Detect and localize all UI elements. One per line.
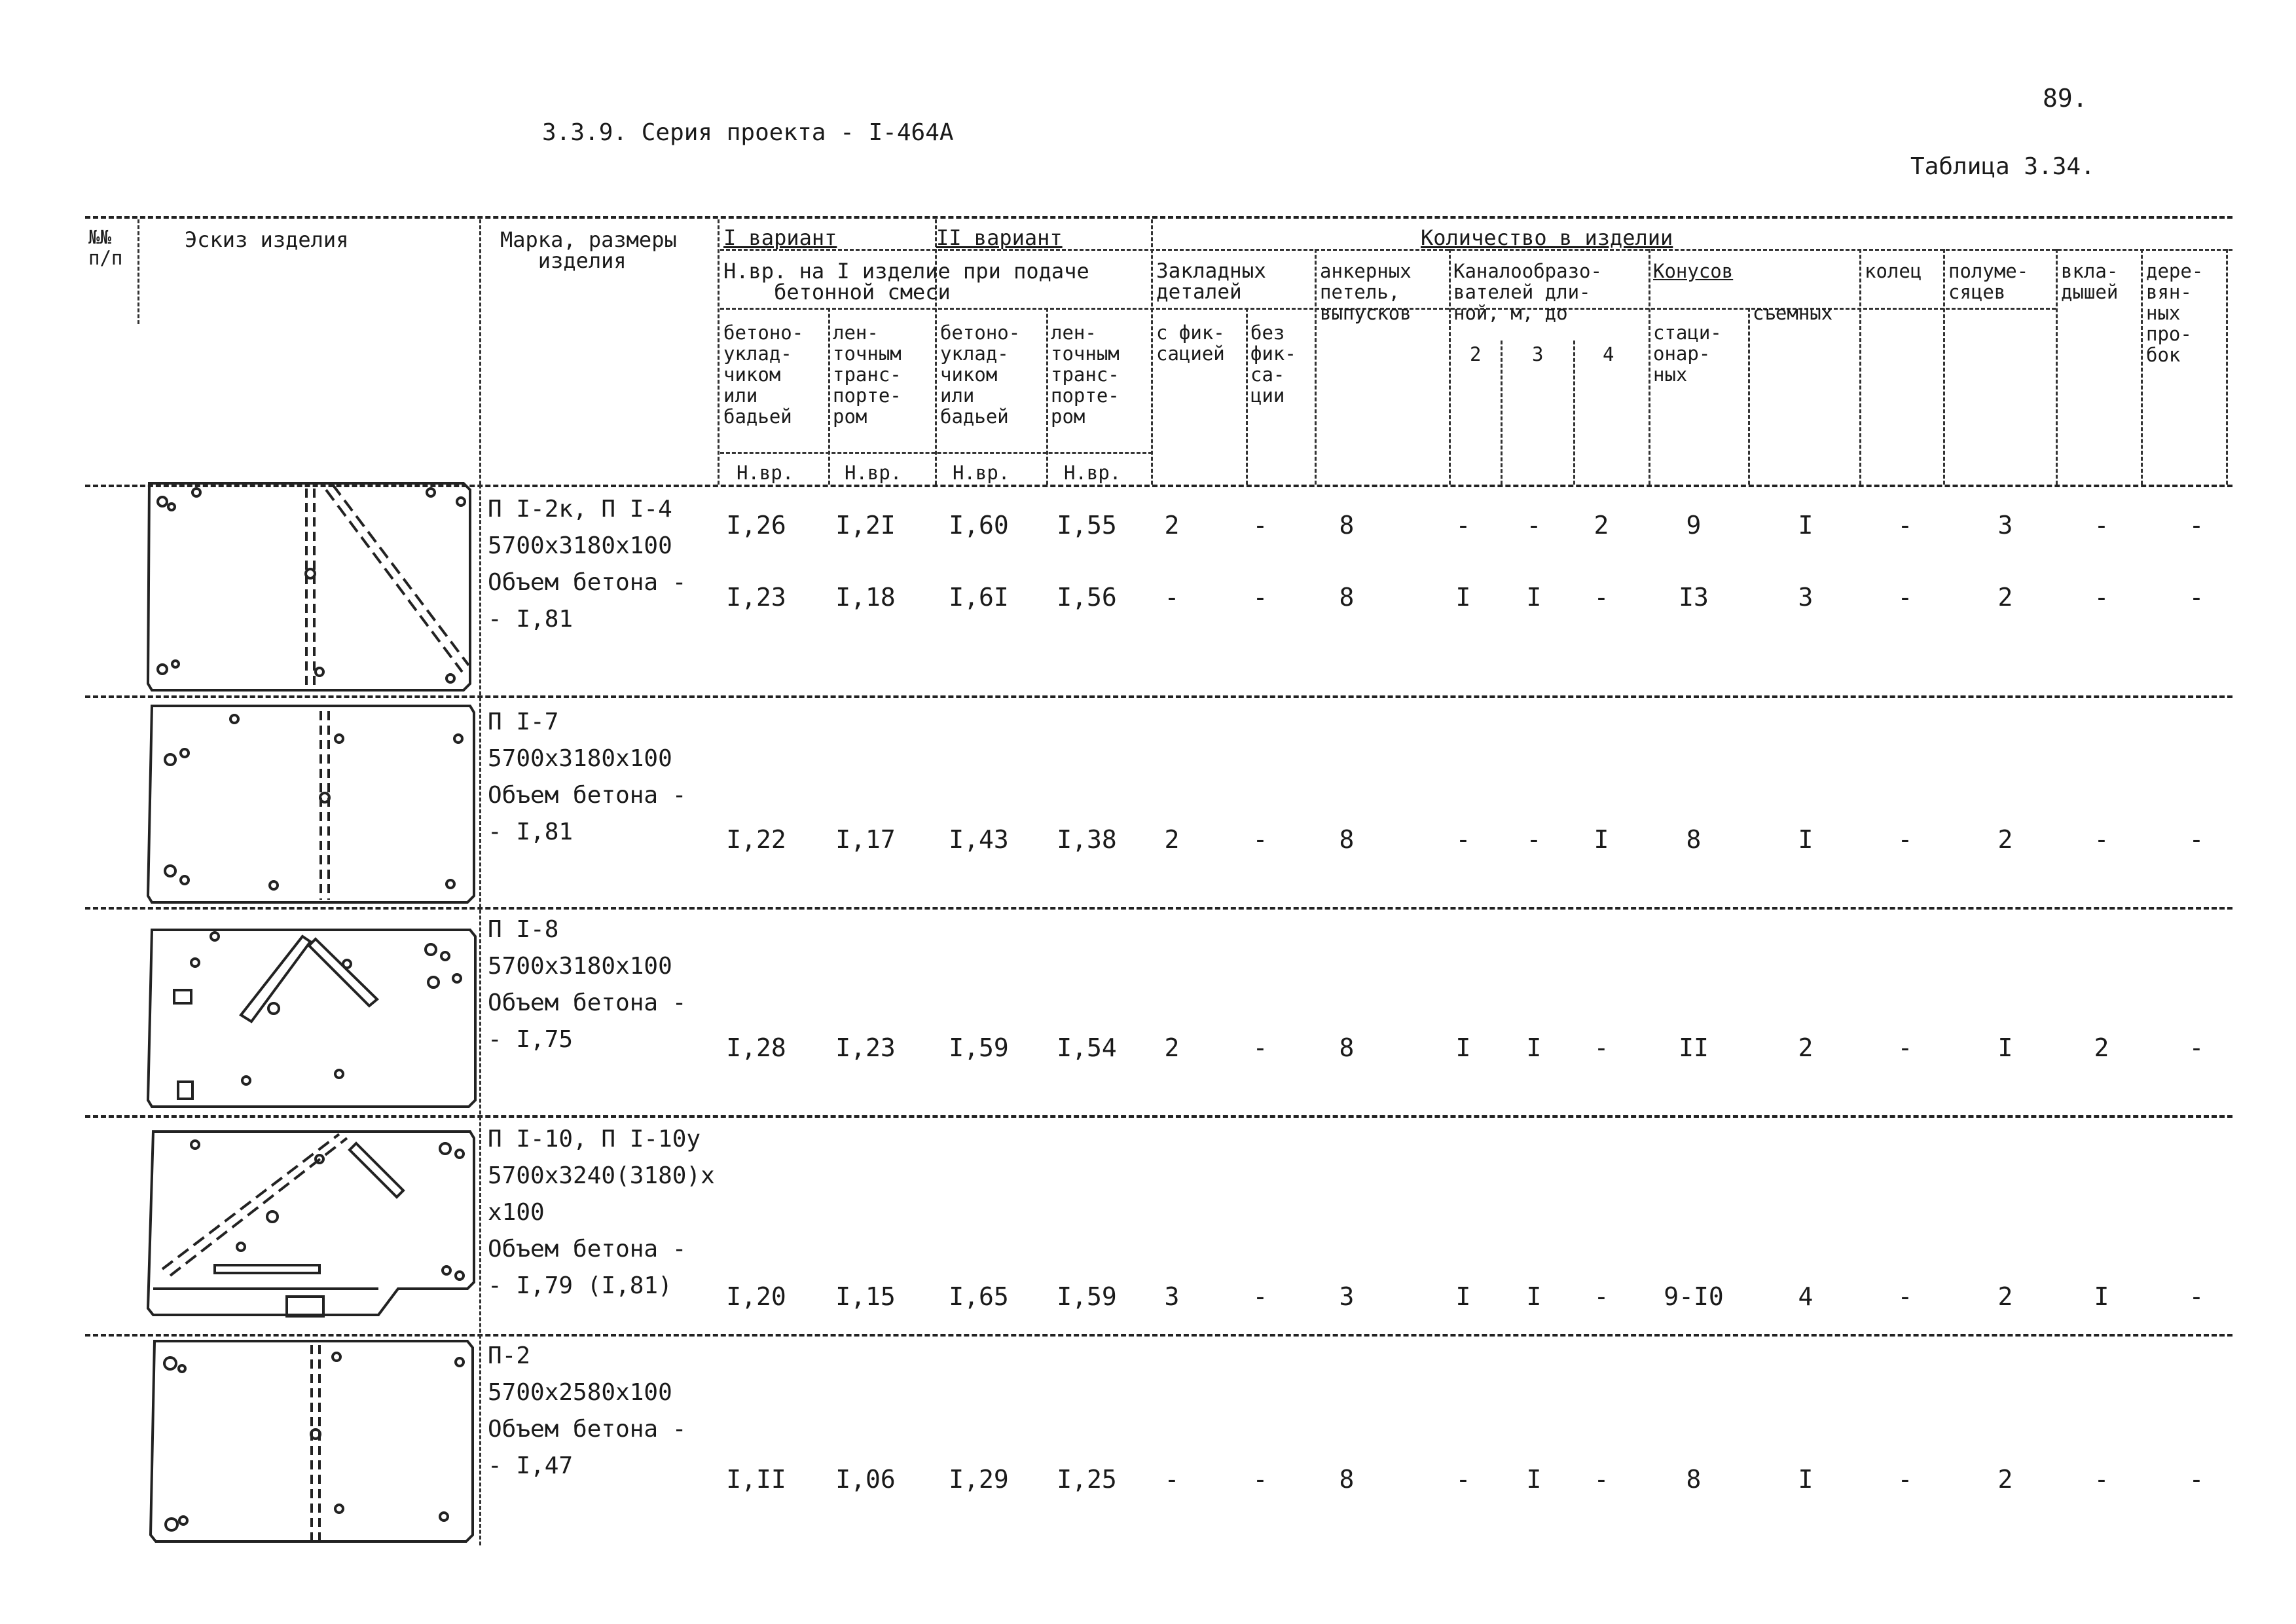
- cell-channel-4m: -: [1594, 1033, 1609, 1062]
- cell-v2-bucket: I,60: [949, 511, 1009, 540]
- cell-cones-removable: I: [1798, 825, 1813, 854]
- row-mark: П I-10, П I-10у 5700х3240(3180)х х100 Объем бетона - - I,79 (I,81): [488, 1126, 715, 1299]
- cell-v1-bucket: I,II: [726, 1465, 786, 1494]
- cell-inserts: -: [2094, 825, 2109, 854]
- cell-v1-bucket: I,20: [726, 1282, 786, 1311]
- header-variant1: I вариант: [723, 225, 837, 250]
- cell-cones-stationary: I3: [1679, 583, 1709, 612]
- cell-cones-removable: 3: [1798, 583, 1813, 612]
- header-ch3: 3: [1532, 343, 1544, 365]
- cell-inserts: -: [2094, 1465, 2109, 1494]
- cell-v2-bucket: I,65: [949, 1282, 1009, 1311]
- cell-channel-4m: I: [1594, 825, 1609, 854]
- sketch-panel-p2: [143, 1336, 477, 1545]
- cell-embedded-with-fix: -: [1164, 1465, 1180, 1494]
- vrule: [718, 219, 720, 485]
- cell-cones-stationary: II: [1679, 1033, 1709, 1062]
- cell-embedded-with-fix: -: [1164, 583, 1180, 612]
- cell-v1-bucket: I,22: [726, 825, 786, 854]
- header-halfmoons: полуме- сяцев: [1948, 260, 2029, 303]
- cell-cones-removable: I: [1798, 1465, 1813, 1494]
- cell-cones-stationary: 9: [1686, 511, 1702, 540]
- cell-wooden-plugs: -: [2189, 1033, 2204, 1062]
- rule-row-2: [85, 907, 2232, 910]
- rule-row-3: [85, 1115, 2232, 1118]
- cell-wooden-plugs: -: [2189, 511, 2204, 540]
- cell-anchor-loops: 3: [1339, 1282, 1355, 1311]
- cell-v2-belt: I,55: [1057, 511, 1117, 540]
- header-stationary: стаци- онар- ных: [1653, 322, 1722, 386]
- header-cones: Конусов: [1653, 260, 1734, 282]
- vrule: [828, 308, 830, 485]
- cell-rings: -: [1897, 1282, 1913, 1311]
- vrule: [1501, 341, 1503, 485]
- cell-channel-2m: -: [1455, 825, 1471, 854]
- header-without-fix: без фик- са- ции: [1250, 322, 1296, 407]
- header-unit: Н.вр.: [737, 462, 794, 484]
- cell-embedded-without-fix: -: [1252, 1282, 1268, 1311]
- cell-inserts: I: [2094, 1282, 2109, 1311]
- header-channel: Каналообразо- вателей дли- ной, м, до: [1453, 260, 1602, 324]
- cell-v2-belt: I,59: [1057, 1282, 1117, 1311]
- cell-v2-bucket: I,59: [949, 1033, 1009, 1062]
- header-hours-caption: Н.вр. на I изделие при подаче бетонной смеси: [723, 259, 1089, 304]
- sketch-panel-p1-7: [143, 699, 477, 906]
- cell-v1-bucket: I,26: [726, 511, 786, 540]
- header-v2-col1: бетоно- уклад- чиком или бадьей: [940, 322, 1021, 428]
- cell-channel-4m: 2: [1594, 511, 1609, 540]
- cell-halfmoons: 2: [1997, 825, 2013, 854]
- header-unit: Н.вр.: [845, 462, 902, 484]
- cell-halfmoons: 2: [1997, 1465, 2013, 1494]
- cell-cones-removable: 2: [1798, 1033, 1813, 1062]
- vrule: [2226, 249, 2228, 485]
- header-ch2: 2: [1470, 343, 1482, 365]
- vrule: [1315, 249, 1317, 485]
- cell-wooden-plugs: -: [2189, 1282, 2204, 1311]
- cell-channel-2m: I: [1455, 1282, 1471, 1311]
- cell-anchor-loops: 8: [1339, 1465, 1355, 1494]
- cell-embedded-without-fix: -: [1252, 511, 1268, 540]
- row-mark: П I-7 5700х3180х100 Объем бетона - - I,81: [488, 709, 687, 845]
- header-mark: Марка, размеры изделия: [500, 227, 677, 273]
- cell-channel-3m: -: [1526, 511, 1542, 540]
- cell-channel-2m: I: [1455, 583, 1471, 612]
- header-inserts: вкла- дышей: [2061, 260, 2119, 303]
- cell-inserts: -: [2094, 511, 2109, 540]
- vrule: [1649, 249, 1650, 485]
- cell-v1-belt: I,06: [835, 1465, 896, 1494]
- header-sketch: Эскиз изделия: [185, 227, 349, 252]
- vrule: [2056, 249, 2058, 485]
- cell-v1-belt: I,2I: [835, 511, 896, 540]
- cell-embedded-without-fix: -: [1252, 1033, 1268, 1062]
- cell-cones-stationary: 8: [1686, 825, 1702, 854]
- header-plugs: дере- вян- ных про- бок: [2146, 260, 2204, 366]
- cell-channel-3m: I: [1526, 1282, 1542, 1311]
- cell-anchor-loops: 8: [1339, 1033, 1355, 1062]
- cell-v2-belt: I,38: [1057, 825, 1117, 854]
- cell-v1-belt: I,17: [835, 825, 896, 854]
- cell-rings: -: [1897, 583, 1913, 612]
- cell-channel-3m: I: [1526, 1465, 1542, 1494]
- cell-anchor-loops: 8: [1339, 511, 1355, 540]
- cell-channel-2m: -: [1455, 511, 1471, 540]
- header-unit: Н.вр.: [953, 462, 1010, 484]
- cell-rings: -: [1897, 511, 1913, 540]
- table-label: Таблица 3.34.: [1910, 153, 2095, 180]
- header-unit: Н.вр.: [1064, 462, 1121, 484]
- cell-v2-bucket: I,43: [949, 825, 1009, 854]
- cell-v2-belt: I,25: [1057, 1465, 1117, 1494]
- header-quantity: Количество в изделии: [1421, 225, 1673, 250]
- vrule: [137, 219, 139, 324]
- cell-anchor-loops: 8: [1339, 583, 1355, 612]
- header-rings: колец: [1865, 260, 1922, 282]
- header-ch4: 4: [1603, 343, 1614, 365]
- vrule: [479, 219, 481, 485]
- header-v2-col2: лен- точным транс- порте- ром: [1051, 322, 1120, 428]
- cell-halfmoons: 2: [1997, 583, 2013, 612]
- header-v1-col2: лен- точным транс- порте- ром: [833, 322, 902, 428]
- cell-embedded-without-fix: -: [1252, 583, 1268, 612]
- header-removable: съемных: [1753, 302, 1833, 324]
- header-with-fix: с фик- сацией: [1156, 322, 1225, 365]
- row-mark: П I-2к, П I-4 5700х3180х100 Объем бетона - - I,81: [488, 496, 687, 633]
- cell-wooden-plugs: -: [2189, 583, 2204, 612]
- vrule: [1943, 249, 1945, 485]
- header-num: №№ п/п: [88, 226, 123, 269]
- sketch-panel-p1-8: [143, 910, 477, 1113]
- cell-v1-belt: I,15: [835, 1282, 896, 1311]
- cell-halfmoons: 3: [1997, 511, 2013, 540]
- cell-wooden-plugs: -: [2189, 825, 2204, 854]
- cell-channel-4m: -: [1594, 583, 1609, 612]
- header-variant2: II вариант: [936, 225, 1063, 250]
- vrule: [1246, 308, 1248, 485]
- cell-cones-stationary: 8: [1686, 1465, 1702, 1494]
- header-embedded: Закладных деталей: [1156, 259, 1266, 304]
- cell-embedded-without-fix: -: [1252, 1465, 1268, 1494]
- vrule: [1046, 308, 1048, 485]
- row-mark: П-2 5700х2580х100 Объем бетона - - I,47: [488, 1342, 687, 1479]
- cell-v2-bucket: I,6I: [949, 583, 1009, 612]
- cell-inserts: 2: [2094, 1033, 2109, 1062]
- cell-embedded-with-fix: 2: [1164, 1033, 1180, 1062]
- rule-row-1: [85, 695, 2232, 698]
- cell-channel-3m: -: [1526, 825, 1542, 854]
- cell-v2-belt: I,54: [1057, 1033, 1117, 1062]
- vrule: [2141, 249, 2143, 485]
- cell-cones-removable: I: [1798, 511, 1813, 540]
- cell-channel-2m: -: [1455, 1465, 1471, 1494]
- cell-cones-stationary: 9-I0: [1664, 1282, 1724, 1311]
- vrule: [1573, 341, 1575, 485]
- header-anchor: анкерных петель, выпусков: [1320, 260, 1412, 324]
- cell-halfmoons: I: [1997, 1033, 2013, 1062]
- cell-v2-bucket: I,29: [949, 1465, 1009, 1494]
- cell-v1-belt: I,23: [835, 1033, 896, 1062]
- cell-embedded-with-fix: 3: [1164, 1282, 1180, 1311]
- cell-channel-3m: I: [1526, 1033, 1542, 1062]
- vrule: [479, 485, 481, 1545]
- cell-rings: -: [1897, 825, 1913, 854]
- cell-rings: -: [1897, 1465, 1913, 1494]
- sketch-panel-p1-2k: [143, 475, 477, 695]
- section-title: 3.3.9. Серия проекта - I-464А: [542, 119, 954, 146]
- cell-v2-belt: I,56: [1057, 583, 1117, 612]
- header-v1-col1: бетоно- уклад- чиком или бадьей: [723, 322, 804, 428]
- cell-channel-3m: I: [1526, 583, 1542, 612]
- cell-wooden-plugs: -: [2189, 1465, 2204, 1494]
- cell-v1-bucket: I,23: [726, 583, 786, 612]
- cell-rings: -: [1897, 1033, 1913, 1062]
- row-mark: П I-8 5700х3180х100 Объем бетона - - I,75: [488, 916, 687, 1053]
- vrule: [1151, 219, 1153, 485]
- cell-embedded-with-fix: 2: [1164, 825, 1180, 854]
- sketch-panel-p1-10: [143, 1118, 477, 1333]
- cell-embedded-without-fix: -: [1252, 825, 1268, 854]
- cell-v1-belt: I,18: [835, 583, 896, 612]
- cell-halfmoons: 2: [1997, 1282, 2013, 1311]
- cell-v1-bucket: I,28: [726, 1033, 786, 1062]
- cell-anchor-loops: 8: [1339, 825, 1355, 854]
- vrule: [1449, 249, 1451, 485]
- vrule: [1859, 249, 1861, 485]
- cell-embedded-with-fix: 2: [1164, 511, 1180, 540]
- cell-channel-4m: -: [1594, 1465, 1609, 1494]
- cell-channel-4m: -: [1594, 1282, 1609, 1311]
- cell-channel-2m: I: [1455, 1033, 1471, 1062]
- cell-inserts: -: [2094, 583, 2109, 612]
- rule-top: [85, 216, 2232, 219]
- page-number: 89.: [2043, 84, 2088, 113]
- cell-cones-removable: 4: [1798, 1282, 1813, 1311]
- vrule: [1748, 308, 1750, 485]
